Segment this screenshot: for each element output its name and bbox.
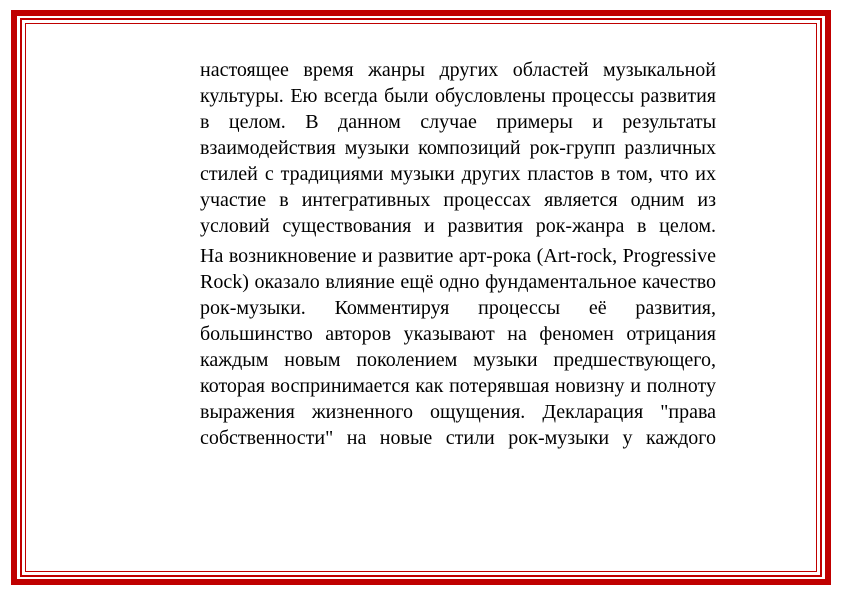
paragraph: настоящее время жанры других областей музыкальной культуры. Ею всегда были обусловлены процессы развития в целом. В данном случае примеры и результаты взаимодействия музыки композиций рок-групп различных стилей с традициями музыки других пластов в том, что их участие в интегративных процессах является одним из условий существования и развития рок-жанра в целом. <box>200 59 716 237</box>
paragraph: На возникновение и развитие арт-рока (Art-rock, Progressive Rock) оказало влияние ещё одно фундаментальное качество рок-музыки. Комментируя процессы её развития, большинство авторов указывают на феномен отрицания каждым новым поколением музыки предшествующего, которая воспринимается как потерявшая новизну и полноту выражения жизненного ощущения. Декларация "права собственности" на новые стили рок-музыки у каждого <box>200 245 716 449</box>
document-text <box>200 57 716 451</box>
